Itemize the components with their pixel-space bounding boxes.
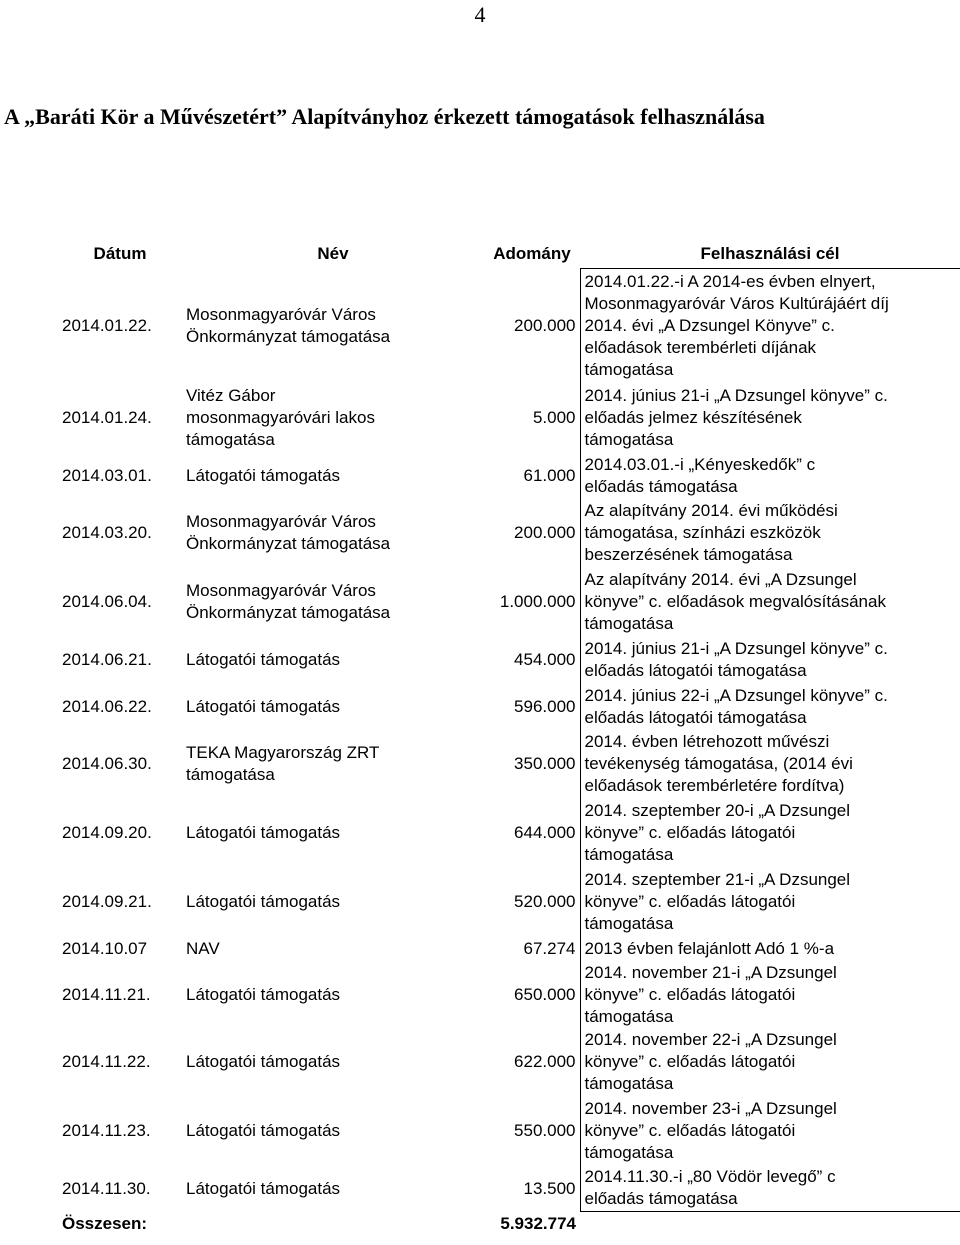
donor-line: Önkormányzat támogatása [186,534,391,553]
row-date: 2014.06.30. [62,754,152,773]
row-amount: 650.000 [514,984,576,1004]
row-purpose [580,637,960,684]
purpose-line: 2014.01.22.-i A 2014-es évben elnyert, [584,272,876,292]
table-row [58,453,960,499]
row-date: 2014.09.21. [62,892,152,911]
purpose-line: előadás jelmez készítésének [584,408,802,427]
donor-line: Vitéz Gábor [186,386,276,405]
purpose-line: támogatása [584,614,674,633]
row-donor [182,730,484,799]
table-row [58,799,960,868]
row-amount: 550.000 [514,1121,576,1140]
row-amount: 200.000 [514,523,576,542]
total-purpose-empty [580,1212,960,1236]
row-donor [182,962,484,1028]
purpose-line: 2014. szeptember 20-i „A Dzsungel [584,801,851,820]
purpose-line: könyve” c. előadás látogatói [584,823,796,842]
purpose-line: támogatása, színházi eszközök [584,523,821,542]
row-amount: 596.000 [514,696,576,716]
donor-line: Látogatói támogatás [186,465,341,485]
row-amount: 5.000 [532,408,576,427]
total-amount: 5.932.774 [500,1213,576,1233]
donor-line: támogatása [186,765,275,784]
donor-line: Látogatói támogatás [186,984,341,1004]
table-row [58,868,960,937]
row-purpose [580,453,960,499]
donor-line: NAV [186,939,220,958]
row-donor [182,269,484,384]
table-row [58,269,960,384]
purpose-line: támogatása [584,1006,674,1026]
purpose-line: 2014. évben létrehozott művészi [584,732,830,751]
table-row [58,937,960,962]
donor-line: Mosonmagyaróvár Város [186,581,376,600]
purpose-line: előadás támogatása [584,1189,738,1209]
purpose-line: könyve” c. előadás látogatói [584,984,796,1004]
donations-table [58,240,960,1236]
table-row [58,1166,960,1212]
row-amount: 13.500 [523,1178,576,1198]
document-heading: A „Baráti Kör a Művészetért” Alapítványhoz érkezett támogatások felhasználása [4,104,765,129]
row-donor [182,799,484,868]
row-amount: 622.000 [514,1052,576,1071]
purpose-line: könyve” c. előadás látogatói [584,1121,796,1140]
table-row [58,499,960,568]
purpose-line: támogatása [584,430,674,449]
purpose-line: könyve” c. előadás látogatói [584,1052,796,1071]
row-amount: 67.274 [523,939,576,958]
row-date: 2014.11.21. [62,984,151,1004]
purpose-line: beszerzésének támogatása [584,545,793,564]
purpose-line: 2014. június 21-i „A Dzsungel könyve” c. [584,639,888,658]
purpose-line: 2014. november 21-i „A Dzsungel [584,962,837,982]
row-amount: 200.000 [514,316,576,335]
purpose-line: könyve” c. előadások megvalósításának [584,592,886,611]
row-date: 2014.03.20. [62,523,152,542]
purpose-line: Az alapítvány 2014. évi működési [584,501,838,520]
row-purpose [580,799,960,868]
purpose-line: 2014. szeptember 21-i „A Dzsungel [584,870,851,889]
row-date: 2014.01.22. [62,316,152,335]
purpose-line: Mosonmagyaróvár Város Kultúrájáért díj [584,294,889,314]
donor-line: Mosonmagyaróvár Város [186,305,376,324]
table-row [58,568,960,637]
donor-line: Önkormányzat támogatása [186,603,391,622]
donor-line: Látogatói támogatás [186,892,341,911]
table-row [58,730,960,799]
table-body [58,269,960,1236]
row-amount: 61.000 [523,465,576,485]
total-row [58,1212,960,1236]
row-date: 2014.06.04. [62,592,152,611]
table-row [58,384,960,453]
row-purpose [580,684,960,730]
row-donor [182,1166,484,1212]
purpose-line: előadások terembérletére fordítva) [584,776,845,795]
header-amount: Adomány [493,244,571,264]
table-header-row [58,240,960,269]
row-donor [182,568,484,637]
donor-line: Mosonmagyaróvár Város [186,512,376,531]
row-purpose [580,868,960,937]
row-purpose [580,1166,960,1212]
purpose-line: támogatása [584,914,674,933]
row-date: 2014.03.01. [62,465,152,485]
row-donor [182,499,484,568]
table-row [58,1028,960,1097]
total-spacer [182,1212,484,1236]
purpose-line: 2014. június 22-i „A Dzsungel könyve” c. [584,685,888,705]
donor-line: Látogatói támogatás [186,1052,341,1071]
row-purpose [580,1097,960,1166]
purpose-line: előadások terembérleti díjának [584,338,817,358]
purpose-line: 2014. június 21-i „A Dzsungel könyve” c. [584,386,888,405]
row-donor [182,1028,484,1097]
donor-line: Látogatói támogatás [186,1178,341,1198]
row-purpose [580,962,960,1028]
page-number: 4 [474,2,486,27]
row-amount: 454.000 [514,650,576,669]
purpose-line: előadás látogatói támogatása [584,661,807,680]
row-purpose [580,937,960,962]
donor-line: támogatása [186,430,275,449]
row-donor [182,1097,484,1166]
donor-line: mosonmagyaróvári lakos [186,408,375,427]
row-date: 2014.11.23. [62,1121,151,1140]
row-donor [182,384,484,453]
row-purpose [580,730,960,799]
row-donor [182,937,484,962]
row-amount: 520.000 [514,892,576,911]
purpose-line: támogatása [584,1074,674,1093]
purpose-line: 2013 évben felajánlott Adó 1 %-a [584,939,835,958]
row-purpose [580,568,960,637]
row-amount: 1.000.000 [499,592,576,611]
purpose-line: támogatása [584,360,674,380]
purpose-line: könyve” c. előadás látogatói [584,892,796,911]
table-row [58,962,960,1028]
row-purpose [580,384,960,453]
donor-line: Önkormányzat támogatása [186,327,391,346]
header-name: Név [317,244,349,264]
purpose-line: 2014.11.30.-i „80 Vödör levegő” c [584,1167,836,1187]
purpose-line: 2014.03.01.-i „Kényeskedők” c [584,454,816,474]
row-date: 2014.09.20. [62,823,152,842]
row-purpose [580,499,960,568]
row-date: 2014.06.22. [62,696,152,716]
purpose-line: előadás támogatása [584,476,738,496]
header-date: Dátum [93,244,147,264]
table-row [58,1097,960,1166]
donor-line: Látogatói támogatás [186,650,341,669]
purpose-line: támogatása [584,1143,674,1162]
row-date: 2014.01.24. [62,408,152,427]
row-purpose [580,1028,960,1097]
row-donor [182,453,484,499]
row-donor [182,868,484,937]
row-date: 2014.06.21. [62,650,152,669]
row-amount: 644.000 [514,823,576,842]
purpose-line: 2014. november 23-i „A Dzsungel [584,1099,837,1118]
row-date: 2014.11.30. [62,1178,151,1198]
row-donor [182,637,484,684]
donor-line: TEKA Magyarország ZRT [186,743,380,762]
table-row [58,637,960,684]
purpose-line: 2014. november 22-i „A Dzsungel [584,1030,837,1049]
purpose-line: Az alapítvány 2014. évi „A Dzsungel [584,570,857,589]
row-donor [182,684,484,730]
donor-line: Látogatói támogatás [186,696,341,716]
purpose-line: tevékenység támogatása, (2014 évi [584,754,853,773]
purpose-line: 2014. évi „A Dzsungel Könyve” c. [584,316,835,336]
row-purpose [580,269,960,384]
donor-line: Látogatói támogatás [186,823,341,842]
row-date: 2014.10.07 [62,939,148,958]
purpose-line: támogatása [584,845,674,864]
row-amount: 350.000 [514,754,576,773]
donor-line: Látogatói támogatás [186,1121,341,1140]
row-date: 2014.11.22. [62,1052,151,1071]
header-purpose: Felhasználási cél [700,244,840,263]
total-label: Összesen: [62,1213,148,1233]
table-row [58,684,960,730]
purpose-line: előadás látogatói támogatása [584,707,807,727]
